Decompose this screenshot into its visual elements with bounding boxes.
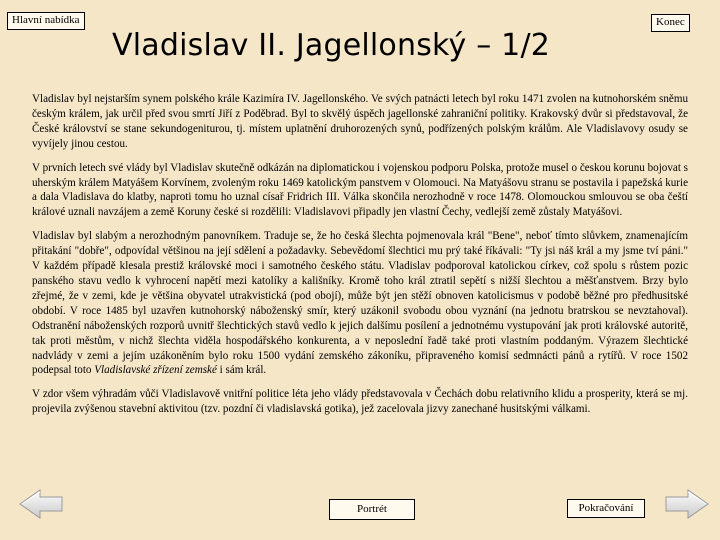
paragraph-3 [32, 229, 688, 378]
page-title: Vladislav II. Jagellonský – 1/2 [112, 28, 551, 63]
continue-button[interactable]: Pokračování [567, 499, 645, 518]
paragraph-3-text: Vladislav byl slabým a nerozhodným panovníkem. Traduje se, že ho česká šlechta pojmenovala král "Bene", neboť tímto slůvkem, znamenajícím přitakání "dobře", odpovídal většinou na její sdělení a požadavky. Sebevědomí šlechtici mu prý také říkávali: "Ty jsi náš král a my jsme tví páni." V každém případě klesala prestiž královské moci i samotného českého státu. Vladislav podporoval katolickou církev, což spolu s růstem pozic panského stavu vedlo k vyhrocení napětí mezi katolíky a kališníky. Kromě toho král ztratil sepětí s nižší šlechtou a měšťanstvem. Brzy bylo zřejmé, že v zemi, kde je většina obyvatel utrakvistická (pod obojí), může být jen stěží obnoven katolicismus v podobě běžné pro předhusitské období. V roce 1485 byl uzavřen kutnohorský náboženský smír, který uzákonil svobodu obou vyznání (na jednotu bratrskou se nevztahoval). Odstranění náboženských rozporů uvnitř šlechtických stavů vedlo k jejich dalšímu posílení a jednotnému vystupování jak proti královské autoritě, tak proti městům, v nichž šlechta viděla hospodářského konkurenta, a v neposlední řadě také proti vlastním poddaným. Výrazem šlechtické nadvlády v zemi a jejím uzákoněním bylo roku 1500 vydání zemského zákoníku, připraveného komisí sedmnácti pánů a rytířů. V roce 1502 podepsal toto [32, 230, 688, 377]
paragraph-3-italic: Vladislavské zřízení zemské [94, 364, 217, 377]
paragraph-2: V prvních letech své vlády byl Vladislav skutečně odkázán na diplomatickou i vojenskou podporu Polska, protože musel o českou korunu bojovat s uherským králem Matyášem Korvínem, zvoleným roku 1469 katolickým panstvem v Olomouci. Na Matyášovu stranu se postavila i papežská kurie a dala Vladislava do klatby, naproti tomu ho uznal císař Fridrich III. Válka skončila nerozhodně v roce 1478. Olomouckou smlouvou se oba čeští králové uznali navzájem a země Koruny české si rozdělili: Vladislavovi připadly jen vlastní Čechy, vedlejší země zůstaly Matyášovi. [32, 161, 688, 219]
article-body [32, 92, 688, 426]
paragraph-4: V zdor všem výhradám vůči Vladislavově vnitřní politice léta jeho vlády představovala v Čechách dobu relativního klidu a prosperity, která se mj. projevila zvýšenou stavební aktivitou (tzv. pozdní či vladislavská gotika), jež zacelovala jizvy zanechané husitskými válkami. [32, 388, 688, 416]
left-arrow-icon[interactable] [18, 486, 64, 522]
main-menu-button[interactable]: Hlavní nabídka [7, 12, 85, 30]
portrait-button[interactable]: Portrét [329, 499, 415, 520]
end-button[interactable]: Konec [651, 14, 690, 32]
paragraph-3-end: i sám král. [216, 364, 267, 377]
paragraph-1: Vladislav byl nejstarším synem polského krále Kazimíra IV. Jagellonského. Ve svých patnácti letech byl roku 1471 zvolen na kutnohorském sněmu českým králem, jak určil před svou smrtí Jiří z Poděbrad. Byl to skvělý úspěch jagellonské zahraniční politiky. Krakovský dvůr si představoval, že České království se stane sekundogeniturou, tj. místem uplatnění druhorozených synů, podřízených polským králům. Ale Vladislavovy osudy se vyvíjely jinou cestou. [32, 93, 688, 150]
right-arrow-icon[interactable] [664, 486, 710, 522]
